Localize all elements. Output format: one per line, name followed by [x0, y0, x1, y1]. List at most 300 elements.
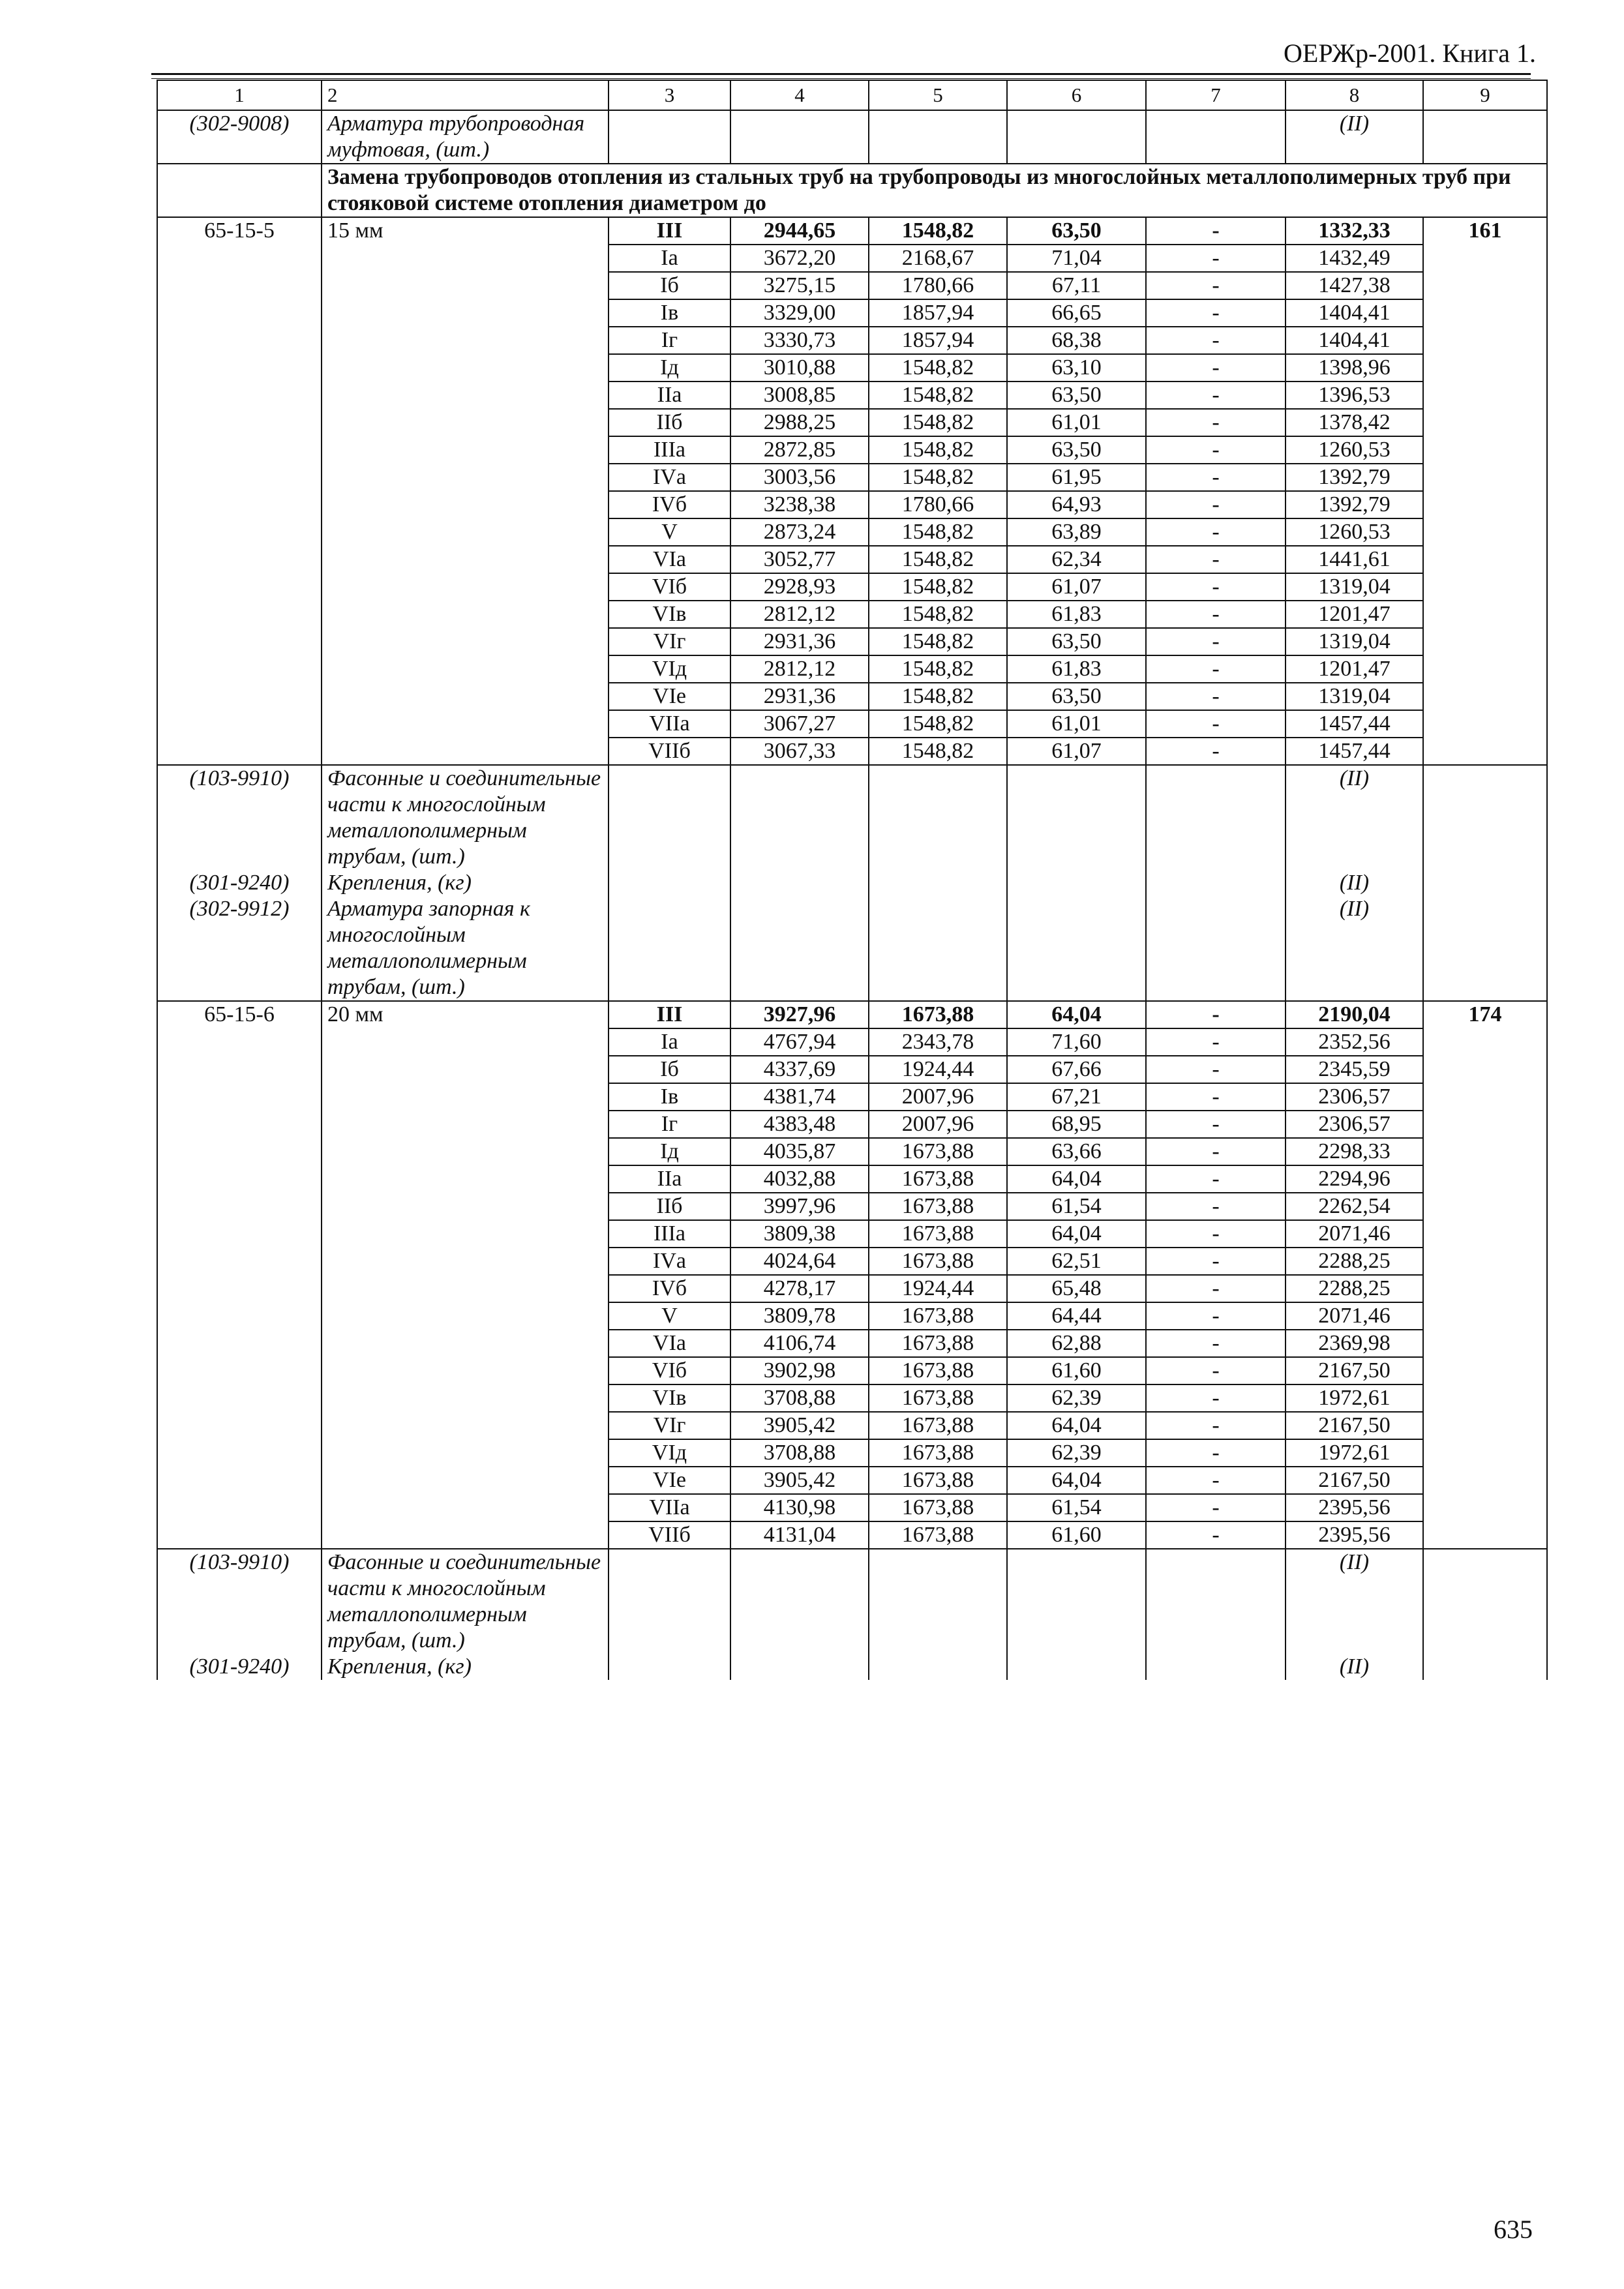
materials-cost: 2369,98 — [1286, 1330, 1423, 1357]
materials-cost: 2306,57 — [1286, 1111, 1423, 1138]
materials-cost: 1201,47 — [1286, 655, 1423, 683]
empty-cell — [1146, 110, 1286, 164]
machine-cost: 62,51 — [1007, 1248, 1146, 1275]
empty-cell — [157, 1111, 322, 1138]
driver-wages: - — [1146, 1028, 1286, 1056]
empty-cell — [1423, 1220, 1547, 1248]
driver-wages: - — [1146, 1275, 1286, 1302]
resource-row — [157, 1654, 1547, 1680]
column-number: 2 — [322, 80, 609, 110]
materials-cost: 2352,56 — [1286, 1028, 1423, 1056]
empty-cell — [1423, 1302, 1547, 1330]
empty-cell — [1007, 870, 1146, 896]
materials-cost: 2167,50 — [1286, 1412, 1423, 1439]
zone: V — [609, 1302, 730, 1330]
total-cost: 2931,36 — [730, 628, 869, 655]
empty-cell — [1423, 1412, 1547, 1439]
rate-zone-row — [157, 1056, 1547, 1083]
empty-cell — [157, 1028, 322, 1056]
materials-cost: 1432,49 — [1286, 245, 1423, 272]
rate-zone-row — [157, 1521, 1547, 1549]
total-cost: 2931,36 — [730, 683, 869, 710]
empty-cell — [730, 896, 869, 1001]
driver-wages: - — [1146, 436, 1286, 464]
empty-cell — [157, 491, 322, 518]
empty-cell — [322, 1494, 609, 1521]
total-cost: 3905,42 — [730, 1412, 869, 1439]
empty-cell — [1423, 573, 1547, 601]
total-cost: 3008,85 — [730, 382, 869, 409]
driver-wages: - — [1146, 655, 1286, 683]
empty-cell — [322, 1384, 609, 1412]
zone: VIд — [609, 1439, 730, 1467]
resource-class: (II) — [1286, 1654, 1423, 1680]
empty-cell — [322, 1056, 609, 1083]
driver-wages: - — [1146, 1220, 1286, 1248]
empty-cell — [730, 765, 869, 870]
empty-cell — [1423, 1521, 1547, 1549]
empty-cell — [730, 110, 869, 164]
total-cost: 3672,20 — [730, 245, 869, 272]
machine-cost: 62,34 — [1007, 546, 1146, 573]
driver-wages: - — [1146, 491, 1286, 518]
total-cost: 4278,17 — [730, 1275, 869, 1302]
zone: Iд — [609, 1138, 730, 1165]
column-number: 3 — [609, 80, 730, 110]
materials-cost: 2395,56 — [1286, 1521, 1423, 1549]
rate-zone-row — [157, 1467, 1547, 1494]
header-rule — [151, 73, 1531, 75]
zone: VIIб — [609, 738, 730, 765]
driver-wages: - — [1146, 1193, 1286, 1220]
empty-cell — [1423, 1193, 1547, 1220]
empty-cell — [157, 382, 322, 409]
empty-cell — [1423, 628, 1547, 655]
empty-cell — [322, 518, 609, 546]
driver-wages: - — [1146, 1111, 1286, 1138]
wages: 1673,88 — [869, 1439, 1007, 1467]
rate-code: 65-15-5 — [157, 217, 322, 245]
wages: 1548,82 — [869, 354, 1007, 382]
wages: 1673,88 — [869, 1412, 1007, 1439]
empty-cell — [1423, 1165, 1547, 1193]
zone: IIIа — [609, 1220, 730, 1248]
resource-class: (II) — [1286, 110, 1423, 164]
empty-cell — [322, 409, 609, 436]
rate-zone-row — [157, 299, 1547, 327]
zone: VIа — [609, 1330, 730, 1357]
total-cost: 4130,98 — [730, 1494, 869, 1521]
empty-cell — [1423, 1028, 1547, 1056]
empty-cell — [157, 518, 322, 546]
materials-cost: 1457,44 — [1286, 738, 1423, 765]
machine-cost: 61,01 — [1007, 409, 1146, 436]
resource-name: Фасонные и соединительные части к многослойным металлополимерным трубам, (шт.) — [322, 765, 609, 870]
resource-name: Крепления, (кг) — [322, 870, 609, 896]
machine-cost: 64,04 — [1007, 1001, 1146, 1028]
machine-cost: 63,50 — [1007, 217, 1146, 245]
driver-wages: - — [1146, 327, 1286, 354]
empty-cell — [1423, 272, 1547, 299]
wages: 1548,82 — [869, 464, 1007, 491]
total-cost: 2872,85 — [730, 436, 869, 464]
rate-code: 65-15-6 — [157, 1001, 322, 1028]
empty-cell — [157, 683, 322, 710]
driver-wages: - — [1146, 1412, 1286, 1439]
materials-cost: 1260,53 — [1286, 436, 1423, 464]
empty-cell — [609, 896, 730, 1001]
machine-cost: 62,88 — [1007, 1330, 1146, 1357]
empty-cell — [1423, 1549, 1547, 1654]
wages: 1548,82 — [869, 738, 1007, 765]
machine-cost: 61,95 — [1007, 464, 1146, 491]
materials-cost: 1441,61 — [1286, 546, 1423, 573]
resource-code: (302-9912) — [157, 896, 322, 1001]
empty-cell — [1423, 1494, 1547, 1521]
empty-cell — [322, 327, 609, 354]
materials-cost: 1378,42 — [1286, 409, 1423, 436]
empty-cell — [1423, 1439, 1547, 1467]
machine-cost: 64,93 — [1007, 491, 1146, 518]
driver-wages: - — [1146, 1384, 1286, 1412]
empty-cell — [322, 710, 609, 738]
zone: IIIа — [609, 436, 730, 464]
empty-cell — [157, 738, 322, 765]
rate-zone-row — [157, 245, 1547, 272]
empty-cell — [322, 1439, 609, 1467]
empty-cell — [1423, 1083, 1547, 1111]
empty-cell — [609, 110, 730, 164]
labor-hours: 161 — [1423, 217, 1547, 245]
driver-wages: - — [1146, 1330, 1286, 1357]
empty-cell — [1423, 245, 1547, 272]
column-number: 9 — [1423, 80, 1547, 110]
column-number: 8 — [1286, 80, 1423, 110]
empty-cell — [322, 272, 609, 299]
materials-cost: 2288,25 — [1286, 1275, 1423, 1302]
materials-cost: 1404,41 — [1286, 299, 1423, 327]
empty-cell — [322, 354, 609, 382]
empty-cell — [609, 870, 730, 896]
rate-zone-row — [157, 1193, 1547, 1220]
resource-row — [157, 896, 1547, 1001]
machine-cost: 61,83 — [1007, 601, 1146, 628]
empty-cell — [869, 110, 1007, 164]
rate-zone-row — [157, 1494, 1547, 1521]
empty-cell — [157, 464, 322, 491]
machine-cost: 61,07 — [1007, 738, 1146, 765]
empty-cell — [157, 1412, 322, 1439]
empty-cell — [322, 1357, 609, 1384]
empty-cell — [157, 1521, 322, 1549]
wages: 2168,67 — [869, 245, 1007, 272]
total-cost: 4024,64 — [730, 1248, 869, 1275]
empty-cell — [157, 1220, 322, 1248]
empty-cell — [1423, 409, 1547, 436]
empty-cell — [157, 573, 322, 601]
rate-zone-row — [157, 1248, 1547, 1275]
rate-zone-row — [157, 738, 1547, 765]
driver-wages: - — [1146, 601, 1286, 628]
rate-zone-row — [157, 601, 1547, 628]
rate-main-row — [157, 217, 1547, 245]
empty-cell — [1423, 1138, 1547, 1165]
empty-cell — [157, 272, 322, 299]
wages: 1548,82 — [869, 683, 1007, 710]
empty-cell — [322, 655, 609, 683]
driver-wages: - — [1146, 1001, 1286, 1028]
empty-cell — [157, 1056, 322, 1083]
rate-zone-row — [157, 1165, 1547, 1193]
zone: IVб — [609, 1275, 730, 1302]
empty-cell — [157, 1193, 322, 1220]
materials-cost: 1396,53 — [1286, 382, 1423, 409]
machine-cost: 67,11 — [1007, 272, 1146, 299]
empty-cell — [157, 1138, 322, 1165]
driver-wages: - — [1146, 299, 1286, 327]
resource-code: (301-9240) — [157, 1654, 322, 1680]
rate-zone-row — [157, 1302, 1547, 1330]
wages: 2007,96 — [869, 1111, 1007, 1138]
zone: IIа — [609, 1165, 730, 1193]
wages: 1548,82 — [869, 409, 1007, 436]
zone: IVа — [609, 1248, 730, 1275]
rate-diameter: 15 мм — [322, 217, 609, 245]
zone: III — [609, 217, 730, 245]
machine-cost: 62,39 — [1007, 1439, 1146, 1467]
wages: 1780,66 — [869, 272, 1007, 299]
empty-cell — [322, 1193, 609, 1220]
empty-cell — [157, 1248, 322, 1275]
zone: IVа — [609, 464, 730, 491]
total-cost: 3052,77 — [730, 546, 869, 573]
rate-zone-row — [157, 1083, 1547, 1111]
empty-cell — [157, 546, 322, 573]
machine-cost: 64,04 — [1007, 1412, 1146, 1439]
machine-cost: 63,10 — [1007, 354, 1146, 382]
zone: VIв — [609, 601, 730, 628]
empty-cell — [322, 491, 609, 518]
empty-cell — [1423, 1275, 1547, 1302]
machine-cost: 61,83 — [1007, 655, 1146, 683]
wages: 2007,96 — [869, 1083, 1007, 1111]
empty-cell — [869, 870, 1007, 896]
empty-cell — [609, 1549, 730, 1654]
zone: Iб — [609, 1056, 730, 1083]
zone: IIб — [609, 409, 730, 436]
materials-cost: 1201,47 — [1286, 601, 1423, 628]
machine-cost: 61,60 — [1007, 1357, 1146, 1384]
resource-name: Крепления, (кг) — [322, 1654, 609, 1680]
empty-cell — [322, 1275, 609, 1302]
column-number: 7 — [1146, 80, 1286, 110]
driver-wages: - — [1146, 272, 1286, 299]
driver-wages: - — [1146, 518, 1286, 546]
materials-cost: 1332,33 — [1286, 217, 1423, 245]
rate-zone-row — [157, 1111, 1547, 1138]
rate-zone-row — [157, 436, 1547, 464]
machine-cost: 63,66 — [1007, 1138, 1146, 1165]
zone: IVб — [609, 491, 730, 518]
empty-cell — [157, 655, 322, 683]
materials-cost: 2298,33 — [1286, 1138, 1423, 1165]
empty-cell — [322, 1302, 609, 1330]
machine-cost: 61,54 — [1007, 1193, 1146, 1220]
resource-name: Арматура трубопроводная муфтовая, (шт.) — [322, 110, 609, 164]
total-cost: 2812,12 — [730, 601, 869, 628]
resource-class: (II) — [1286, 896, 1423, 1001]
driver-wages: - — [1146, 245, 1286, 272]
materials-cost: 2294,96 — [1286, 1165, 1423, 1193]
zone: VIIа — [609, 1494, 730, 1521]
zone: VIIа — [609, 710, 730, 738]
empty-cell — [157, 710, 322, 738]
resource-class: (II) — [1286, 765, 1423, 870]
machine-cost: 62,39 — [1007, 1384, 1146, 1412]
empty-cell — [1423, 518, 1547, 546]
empty-cell — [1423, 655, 1547, 683]
empty-cell — [322, 245, 609, 272]
wages: 1673,88 — [869, 1357, 1007, 1384]
rate-zone-row — [157, 518, 1547, 546]
empty-cell — [322, 1248, 609, 1275]
machine-cost: 63,50 — [1007, 382, 1146, 409]
wages: 1548,82 — [869, 436, 1007, 464]
wages: 1673,88 — [869, 1467, 1007, 1494]
wages: 1548,82 — [869, 710, 1007, 738]
driver-wages: - — [1146, 546, 1286, 573]
empty-cell — [1423, 601, 1547, 628]
total-cost: 3238,38 — [730, 491, 869, 518]
empty-cell — [1423, 1467, 1547, 1494]
driver-wages: - — [1146, 354, 1286, 382]
zone: Iг — [609, 327, 730, 354]
resource-name: Фасонные и соединительные части к многослойным металлополимерным трубам, (шт.) — [322, 1549, 609, 1654]
rate-zone-row — [157, 546, 1547, 573]
materials-cost: 1398,96 — [1286, 354, 1423, 382]
empty-cell — [869, 765, 1007, 870]
header-rule-thin — [151, 78, 1531, 79]
empty-cell — [157, 1083, 322, 1111]
materials-cost: 2288,25 — [1286, 1248, 1423, 1275]
total-cost: 2928,93 — [730, 573, 869, 601]
empty-cell — [730, 1549, 869, 1654]
zone: V — [609, 518, 730, 546]
empty-cell — [157, 1357, 322, 1384]
driver-wages: - — [1146, 1494, 1286, 1521]
total-cost: 3329,00 — [730, 299, 869, 327]
empty-cell — [1423, 710, 1547, 738]
empty-cell — [322, 1521, 609, 1549]
empty-cell — [157, 1384, 322, 1412]
rate-zone-row — [157, 573, 1547, 601]
total-cost: 3330,73 — [730, 327, 869, 354]
rate-zone-row — [157, 1330, 1547, 1357]
wages: 1924,44 — [869, 1056, 1007, 1083]
total-cost: 2988,25 — [730, 409, 869, 436]
zone: VIг — [609, 1412, 730, 1439]
total-cost: 3809,78 — [730, 1302, 869, 1330]
empty-cell — [1146, 870, 1286, 896]
wages: 1548,82 — [869, 601, 1007, 628]
materials-cost: 1972,61 — [1286, 1439, 1423, 1467]
resource-row — [157, 765, 1547, 870]
wages: 1673,88 — [869, 1193, 1007, 1220]
empty-cell — [1007, 110, 1146, 164]
rate-zone-row — [157, 1275, 1547, 1302]
empty-cell — [1007, 765, 1146, 870]
driver-wages: - — [1146, 628, 1286, 655]
price-table — [157, 80, 1548, 1680]
empty-cell — [1007, 1549, 1146, 1654]
empty-cell — [1423, 1384, 1547, 1412]
empty-cell — [157, 164, 322, 217]
zone: Iа — [609, 245, 730, 272]
resource-class: (II) — [1286, 1549, 1423, 1654]
empty-cell — [322, 464, 609, 491]
empty-cell — [1423, 1654, 1547, 1680]
wages: 1924,44 — [869, 1275, 1007, 1302]
rate-zone-row — [157, 354, 1547, 382]
total-cost: 3708,88 — [730, 1439, 869, 1467]
rate-zone-row — [157, 1412, 1547, 1439]
rate-zone-row — [157, 409, 1547, 436]
driver-wages: - — [1146, 1056, 1286, 1083]
zone: IIб — [609, 1193, 730, 1220]
driver-wages: - — [1146, 683, 1286, 710]
empty-cell — [157, 409, 322, 436]
wages: 1857,94 — [869, 327, 1007, 354]
zone: IIа — [609, 382, 730, 409]
materials-cost: 1404,41 — [1286, 327, 1423, 354]
wages: 1673,88 — [869, 1220, 1007, 1248]
machine-cost: 67,21 — [1007, 1083, 1146, 1111]
total-cost: 3708,88 — [730, 1384, 869, 1412]
empty-cell — [1146, 896, 1286, 1001]
wages: 1673,88 — [869, 1330, 1007, 1357]
total-cost: 4035,87 — [730, 1138, 869, 1165]
column-number-row — [157, 80, 1547, 110]
total-cost: 4106,74 — [730, 1330, 869, 1357]
wages: 1673,88 — [869, 1521, 1007, 1549]
empty-cell — [1146, 1654, 1286, 1680]
empty-cell — [322, 1138, 609, 1165]
wages: 1548,82 — [869, 217, 1007, 245]
empty-cell — [730, 1654, 869, 1680]
rate-zone-row — [157, 1384, 1547, 1412]
zone: VIе — [609, 1467, 730, 1494]
rate-zone-row — [157, 327, 1547, 354]
empty-cell — [1423, 1248, 1547, 1275]
rate-zone-row — [157, 464, 1547, 491]
empty-cell — [1423, 896, 1547, 1001]
driver-wages: - — [1146, 382, 1286, 409]
empty-cell — [869, 896, 1007, 1001]
empty-cell — [1423, 110, 1547, 164]
driver-wages: - — [1146, 217, 1286, 245]
zone: Iв — [609, 1083, 730, 1111]
driver-wages: - — [1146, 1083, 1286, 1111]
materials-cost: 2190,04 — [1286, 1001, 1423, 1028]
driver-wages: - — [1146, 1165, 1286, 1193]
empty-cell — [1423, 354, 1547, 382]
machine-cost: 71,04 — [1007, 245, 1146, 272]
empty-cell — [1423, 870, 1547, 896]
materials-cost: 1319,04 — [1286, 683, 1423, 710]
rate-zone-row — [157, 1357, 1547, 1384]
empty-cell — [322, 299, 609, 327]
rate-zone-row — [157, 1439, 1547, 1467]
